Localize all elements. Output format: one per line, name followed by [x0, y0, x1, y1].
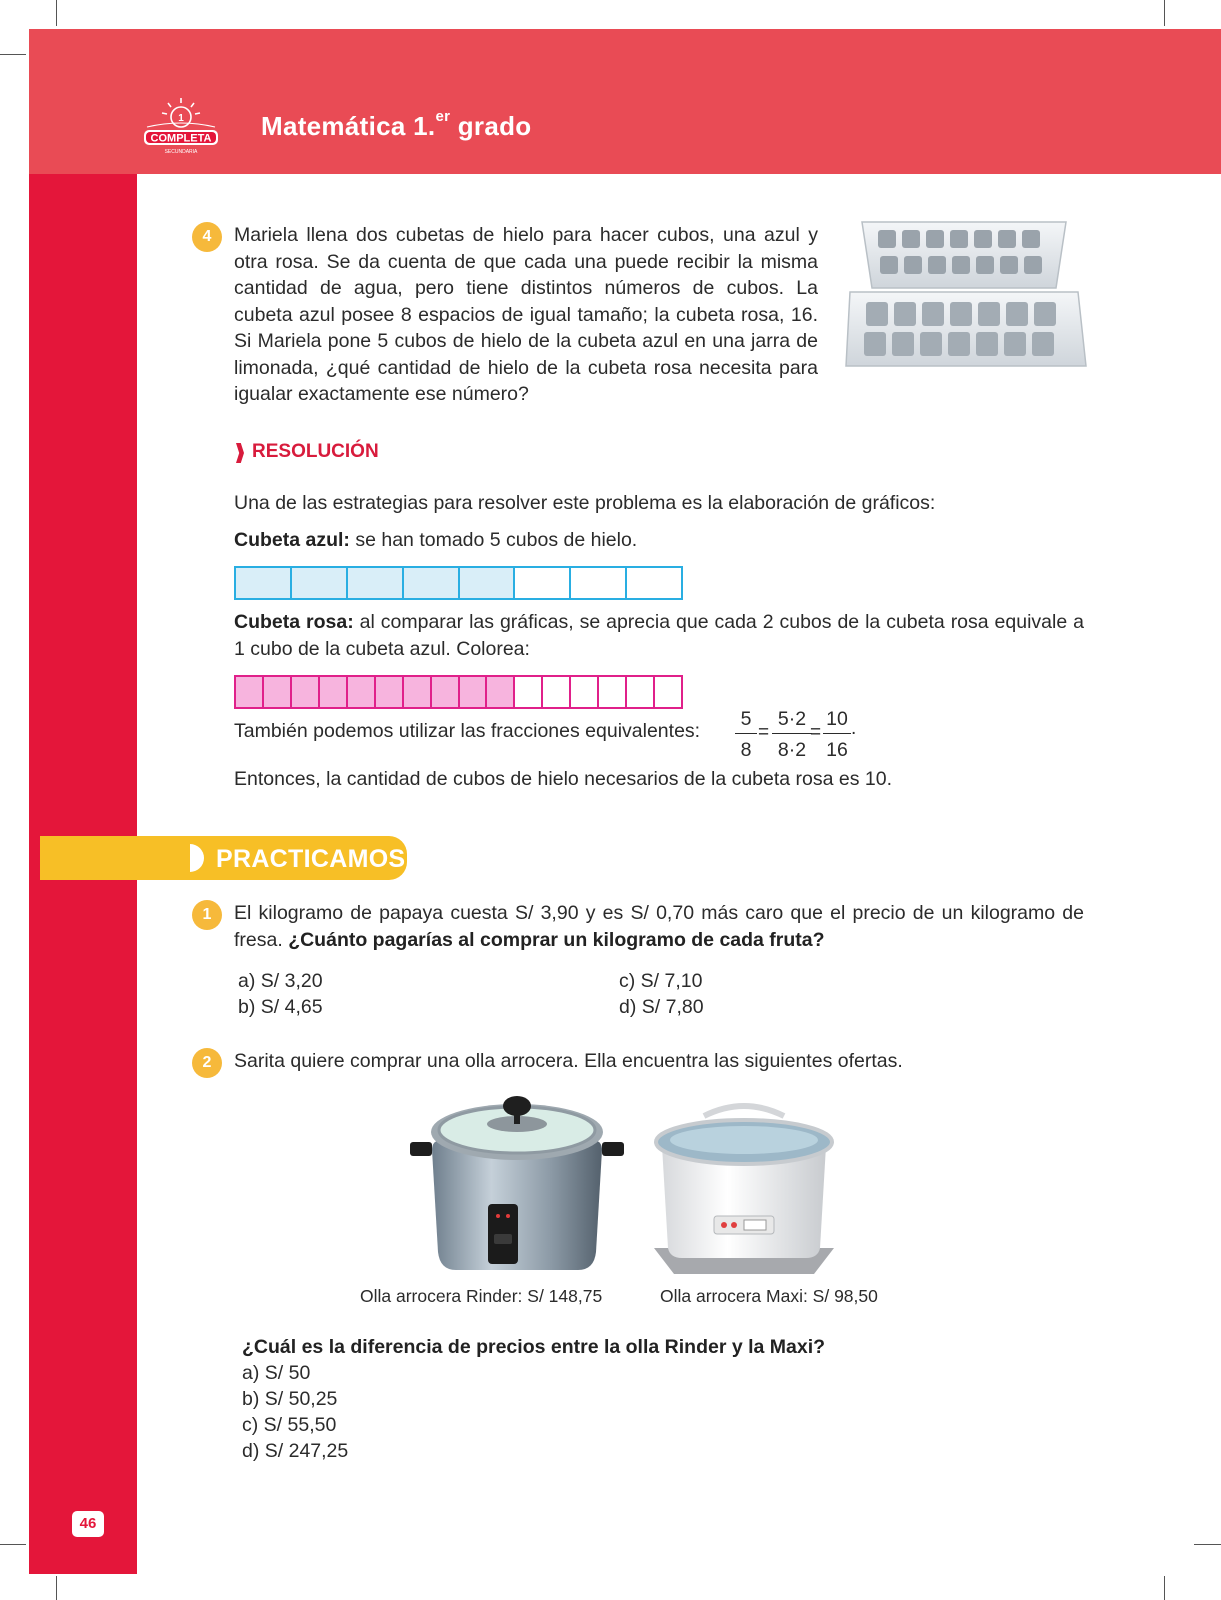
fraction-5x2-8x2	[772, 707, 812, 762]
crop-mark	[1164, 0, 1165, 26]
section-marker-icon	[236, 443, 244, 463]
tray-cell-filled	[376, 677, 404, 707]
ice-tray-image	[842, 216, 1088, 378]
answer-option[interactable]: c) S/ 7,10	[619, 970, 703, 992]
answer-option[interactable]: c) S/ 55,50	[242, 1414, 337, 1436]
tray-cell-filled	[320, 677, 348, 707]
tray-cell-filled	[348, 568, 404, 598]
problem-number-badge: 4	[192, 222, 222, 252]
tray-cell-empty	[627, 568, 681, 598]
svg-text:1: 1	[178, 113, 184, 124]
fractions-statement: También podemos utilizar las fracciones equivalentes:	[234, 720, 701, 742]
product-caption: Olla arrocera Maxi: S/ 98,50	[660, 1286, 878, 1306]
tray-cell-filled	[460, 677, 488, 707]
pink-tray-statement: Cubeta rosa: al comparar las gráficas, se aprecia que cada 2 cubos de la cubeta rosa equivale a 1 cubo de la cubeta azul. Colorea:	[234, 611, 1084, 660]
tray-cell-empty	[543, 677, 571, 707]
tray-cell-filled	[292, 568, 348, 598]
pink-tray-grid	[234, 675, 683, 709]
tray-cell-filled	[487, 677, 515, 707]
jornada-escolar-completa-logo	[141, 95, 221, 159]
fraction-numerator: 5	[735, 707, 757, 734]
crop-mark	[0, 1544, 26, 1545]
resolucion-heading: RESOLUCIÓN	[252, 441, 379, 462]
tray-cell-empty	[627, 677, 655, 707]
fraction-denominator: 8·2	[777, 739, 807, 761]
svg-text:COMPLETA: COMPLETA	[150, 132, 212, 145]
tray-cell-empty	[571, 677, 599, 707]
resolucion-intro: Una de las estrategias para resolver este problema es la elaboración de gráficos:	[234, 492, 936, 514]
fraction-5-8	[735, 707, 757, 762]
fraction-10-16	[823, 707, 851, 762]
question-number-badge: 1	[192, 900, 222, 930]
tray-cell-filled	[348, 677, 376, 707]
fraction-period: .	[851, 718, 857, 739]
fraction-denominator: 16	[826, 739, 848, 761]
product-caption: Olla arrocera Rinder: S/ 148,75	[360, 1286, 603, 1306]
crop-mark	[56, 1576, 57, 1600]
tray-cell-filled	[236, 568, 292, 598]
page-number: 46	[72, 1511, 104, 1537]
practicamos-heading: PRACTICAMOS	[216, 845, 406, 873]
page-title: Matemática 1.$^{er}$ grado	[261, 108, 532, 141]
fraction-numerator: 10	[823, 707, 851, 734]
problem-statement: Mariela llena dos cubetas de hielo para hacer cubos, una azul y otra rosa. Se da cuenta de que cada una puede recibir la misma cantidad de agua, pero tiene distintos números de cubos. La cubeta azul posee 8 espacios de igual tamaño; la cubeta rosa, 16. Si Mariela pone 5 cubos de hielo de la cubeta azul en una jarra de limonada, ¿qué cantidad de hielo de la cubeta rosa necesita para igualar exactamente ese número?	[234, 224, 818, 405]
crop-mark	[1194, 1544, 1221, 1545]
equals-sign: =	[810, 722, 822, 743]
tray-cell-filled	[404, 568, 460, 598]
crop-mark	[0, 54, 26, 55]
question-1-text: El kilogramo de papaya cuesta S/ 3,90 y es S/ 0,70 más caro que el precio de un kilogramo de fresa. ¿Cuánto pagarías al comprar un kilogramo de cada fruta?	[234, 902, 1084, 951]
answer-option[interactable]: b) S/ 50,25	[242, 1388, 338, 1410]
tray-cell-empty	[599, 677, 627, 707]
tray-cell-filled	[460, 568, 516, 598]
blue-tray-grid	[234, 566, 683, 600]
tray-cell-empty	[515, 677, 543, 707]
question-number-badge: 2	[192, 1048, 222, 1078]
equals-sign: =	[758, 722, 770, 743]
tray-cell-filled	[404, 677, 432, 707]
rice-cooker-rinder-image	[410, 1084, 624, 1280]
tray-cell-filled	[432, 677, 460, 707]
blue-tray-statement: Cubeta azul: se han tomado 5 cubos de hielo.	[234, 529, 638, 551]
tray-cell-filled	[236, 677, 264, 707]
answer-option[interactable]: b) S/ 4,65	[238, 996, 323, 1018]
answer-option[interactable]: d) S/ 247,25	[242, 1440, 349, 1462]
crop-mark	[56, 0, 57, 26]
svg-text:SECUNDARIA: SECUNDARIA	[164, 149, 198, 155]
resolucion-conclusion: Entonces, la cantidad de cubos de hielo necesarios de la cubeta rosa es 10.	[234, 768, 893, 790]
tray-cell-filled	[292, 677, 320, 707]
fraction-numerator: 5·2	[772, 707, 812, 734]
question-2-prompt: ¿Cuál es la diferencia de precios entre la olla Rinder y la Maxi?	[242, 1336, 826, 1358]
rice-cooker-maxi-image	[644, 1098, 844, 1278]
crop-mark	[1164, 1576, 1165, 1600]
tray-cell-empty	[571, 568, 627, 598]
tray-cell-empty	[515, 568, 571, 598]
tray-cell-empty	[655, 677, 681, 707]
answer-option[interactable]: d) S/ 7,80	[619, 996, 704, 1018]
question-2-text: Sarita quiere comprar una olla arrocera. Ella encuentra las siguientes ofertas.	[234, 1050, 903, 1072]
answer-option[interactable]: a) S/ 3,20	[238, 970, 323, 992]
fraction-denominator: 8	[740, 739, 752, 761]
tray-cell-filled	[264, 677, 292, 707]
answer-option[interactable]: a) S/ 50	[242, 1362, 311, 1384]
